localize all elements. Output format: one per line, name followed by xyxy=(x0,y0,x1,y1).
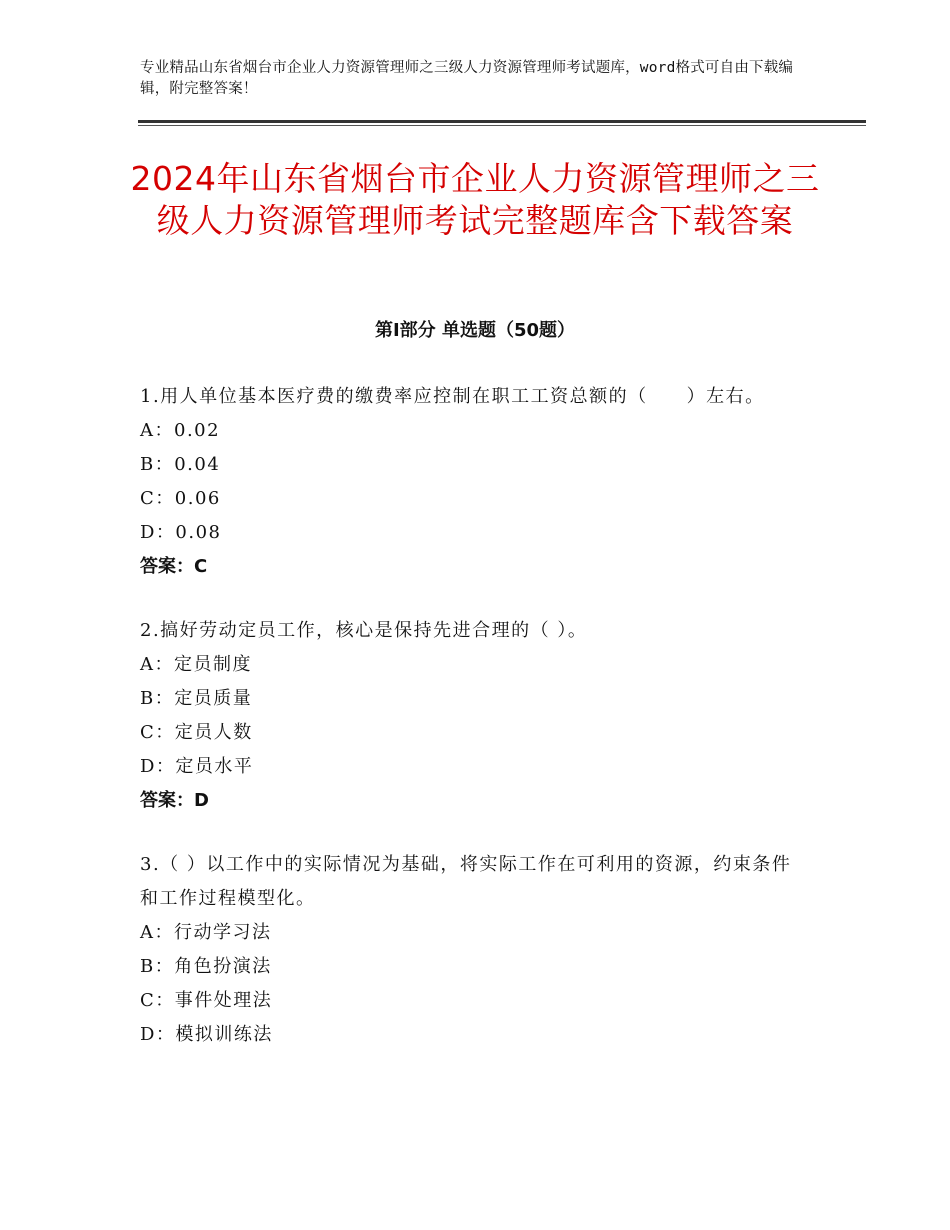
option-d: D：0.08 xyxy=(140,522,222,543)
option-a: A：定员制度 xyxy=(140,654,252,675)
question-list xyxy=(140,380,810,1082)
option-c: C：事件处理法 xyxy=(140,990,273,1011)
question-stem: 2.搞好劳动定员工作，核心是保持先进合理的（ ）。 xyxy=(140,620,588,641)
question-2 xyxy=(140,614,810,818)
section-title: 第Ⅰ部分 单选题（50题） xyxy=(374,320,575,341)
document-title: 2024年山东省烟台市企业人力资源管理师之三级人力资源管理师考试完整题库含下载答案 xyxy=(130,159,820,240)
question-1 xyxy=(140,380,810,584)
header-divider-thin xyxy=(138,125,866,126)
answer: 答案：D xyxy=(140,790,209,811)
option-d: D：定员水平 xyxy=(140,756,254,777)
option-d: D：模拟训练法 xyxy=(140,1024,273,1045)
option-c: C：0.06 xyxy=(140,488,221,509)
question-stem: 1.用人单位基本医疗费的缴费率应控制在职工工资总额的（ ）左右。 xyxy=(140,386,765,407)
option-b: B：定员质量 xyxy=(140,688,253,709)
question-3 xyxy=(140,848,810,1052)
option-a: A：0.02 xyxy=(140,420,221,441)
option-a: A：行动学习法 xyxy=(140,922,272,943)
option-c: C：定员人数 xyxy=(140,722,253,743)
header-divider xyxy=(138,120,866,123)
answer: 答案：C xyxy=(140,556,208,577)
question-stem: 3.（ ）以工作中的实际情况为基础，将实际工作在可利用的资源，约束条件和工作过程模型化。 xyxy=(140,854,792,909)
option-b: B：0.04 xyxy=(140,454,221,475)
option-b: B：角色扮演法 xyxy=(140,956,272,977)
header-note: 专业精品山东省烟台市企业人力资源管理师之三级人力资源管理师考试题库，word格式可自由下载编辑，附完整答案！ xyxy=(140,60,794,97)
